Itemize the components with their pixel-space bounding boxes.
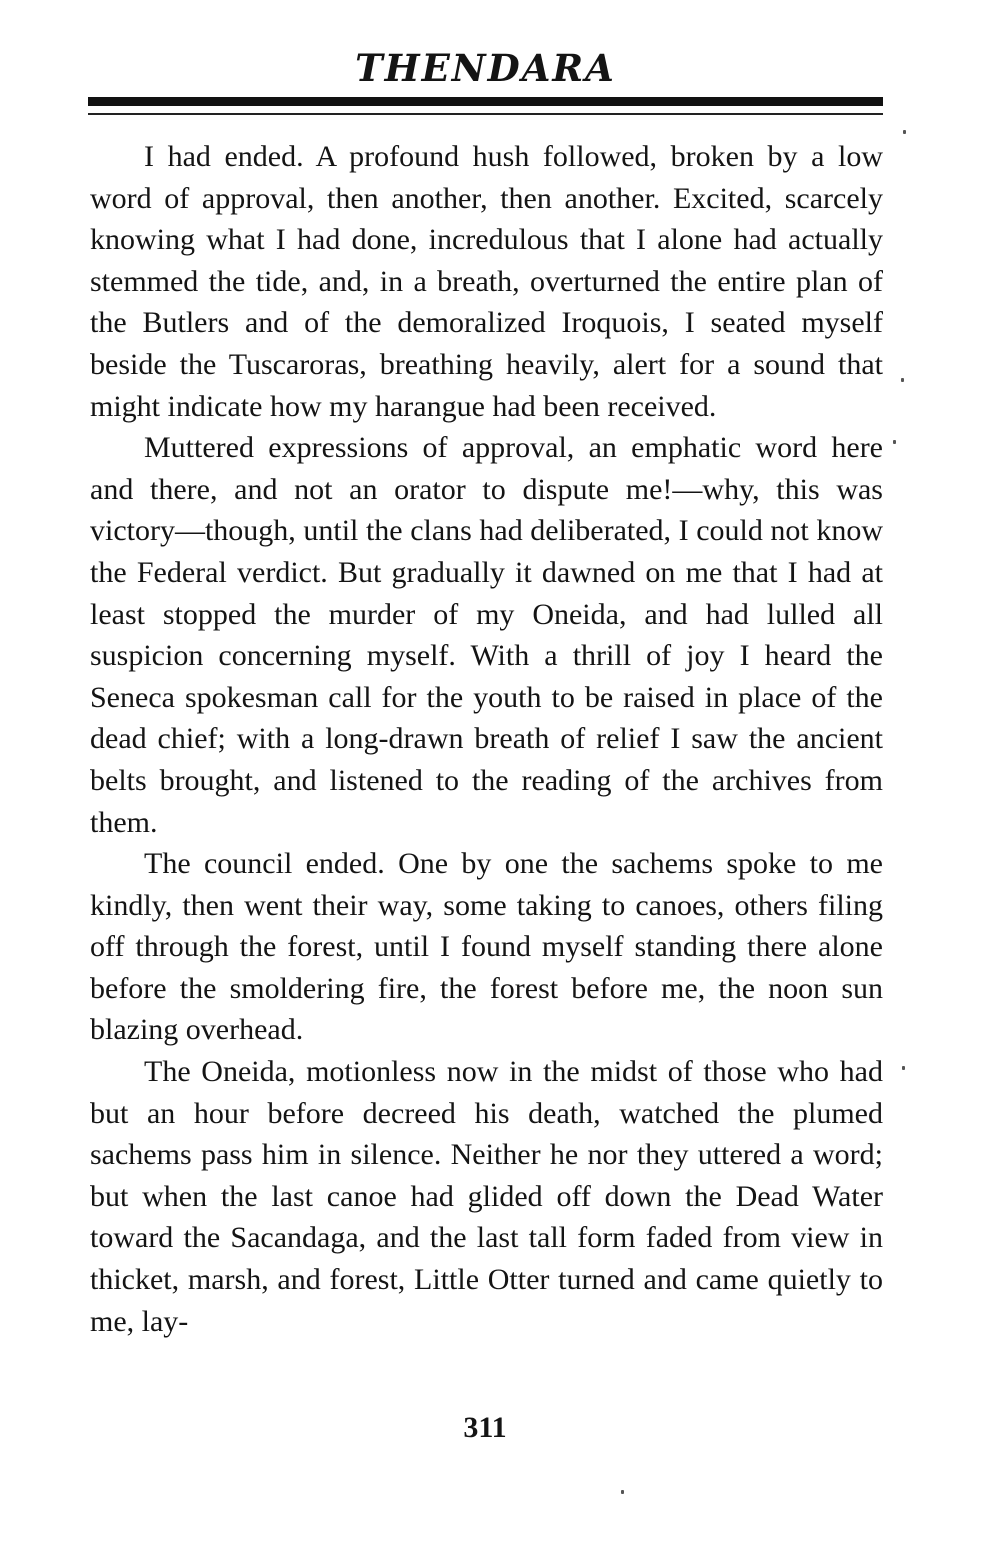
- running-head: THENDARA: [355, 46, 616, 90]
- scan-speck: [893, 440, 896, 444]
- page-number: 311: [463, 1411, 507, 1444]
- paragraph-4: The Oneida, motionless now in the midst of those who had but an hour before decreed his death, watched the plumed sachems pass him in silence. Neither he nor they uttered a word; but when the last canoe had glided off down the Dead Water toward the Sacandaga, and the last tall form faded from view in thicket, marsh, and forest, Little Otter turned and came quietly to me, lay-: [90, 1055, 883, 1338]
- scan-speck: [902, 1066, 905, 1070]
- scan-speck: [903, 130, 906, 134]
- paragraph-3: The council ended. One by one the sachems spoke to me kindly, then went their way, some taking to canoes, others filing off through the forest, until I found myself standing there alone before the smoldering fire, the forest before me, the noon sun blazing overhead.: [90, 847, 883, 1047]
- scan-speck: [901, 378, 904, 382]
- paragraph-2: Muttered expressions of approval, an emphatic word here and there, and not an orator to dispute me!—why, this was victory—though, until the clans had deliberated, I could not know the Federal verdict. But gradually it dawned on me that I had at least stopped the murder of my Oneida, and had lulled all suspicion concerning myself. With a thrill of joy I heard the Seneca spokesman call for the youth to be raised in place of the dead chief; with a long-drawn breath of relief I saw the ancient belts brought, and listened to the reading of the archives from them.: [90, 431, 883, 839]
- header-rule-thin: [88, 113, 883, 115]
- body-text: [90, 136, 883, 1342]
- header-rule-thick: [88, 97, 883, 106]
- paragraph-1: I had ended. A profound hush followed, broken by a low word of approval, then another, then another. Excited, scarcely knowing what I had done, incredulous that I alone had actually stemmed the tide, and, in a breath, overturned the entire plan of the Butlers and of the demoralized Iroquois, I seated myself beside the Tuscaroras, breathing heavily, alert for a sound that might indicate how my harangue had been received.: [90, 140, 883, 423]
- scan-speck: [621, 1490, 624, 1494]
